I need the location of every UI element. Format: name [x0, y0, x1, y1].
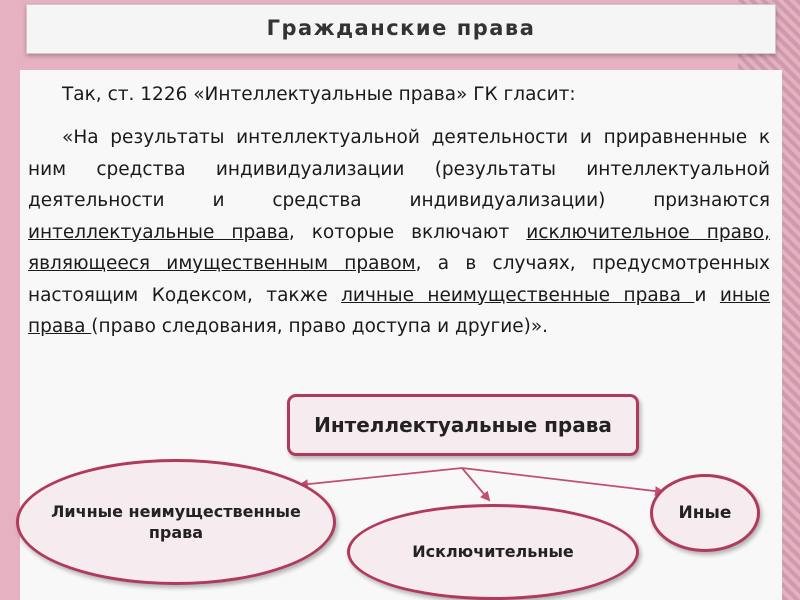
quote-segment: , а в случаях, предусмотренных настоящим Кодексом, также: [28, 253, 770, 306]
quote-segment-underlined: личные неимущественные права: [341, 284, 695, 306]
diagram-node-exclusive-rights: Исключительные: [347, 504, 639, 600]
quote-segment: и: [694, 284, 720, 306]
quote-segment-underlined: интеллектуальные права: [28, 221, 289, 243]
diagram-node-personal-rights: Личные неимущественные права: [16, 459, 336, 585]
diagram-root-node: Интеллектуальные права: [287, 394, 639, 456]
quote-segment: , которые включают: [288, 221, 527, 243]
diagram-node-other-rights: Иные: [650, 474, 760, 552]
quote-segment-underlined: исключительное право, являющееся имущественным правом: [28, 221, 771, 274]
quote-segment: (право следования, право доступа и другие)».: [91, 316, 549, 337]
quote-segment: «На результаты интеллектуальной деятельности и приравненные к ним средства индивидуализации (результаты интеллектуальной деятельности и средства индивидуализации) признаются: [28, 127, 770, 211]
intro-paragraph: Так, ст. 1226 «Интеллектуальные права» ГК гласит:: [62, 84, 576, 105]
arrow-to-personal: [300, 468, 462, 485]
arrow-to-exclusive: [462, 468, 489, 500]
quote-segment-underlined: иные права: [28, 284, 771, 337]
arrow-to-other: [462, 468, 663, 492]
slide-title: Гражданские права: [266, 16, 536, 40]
